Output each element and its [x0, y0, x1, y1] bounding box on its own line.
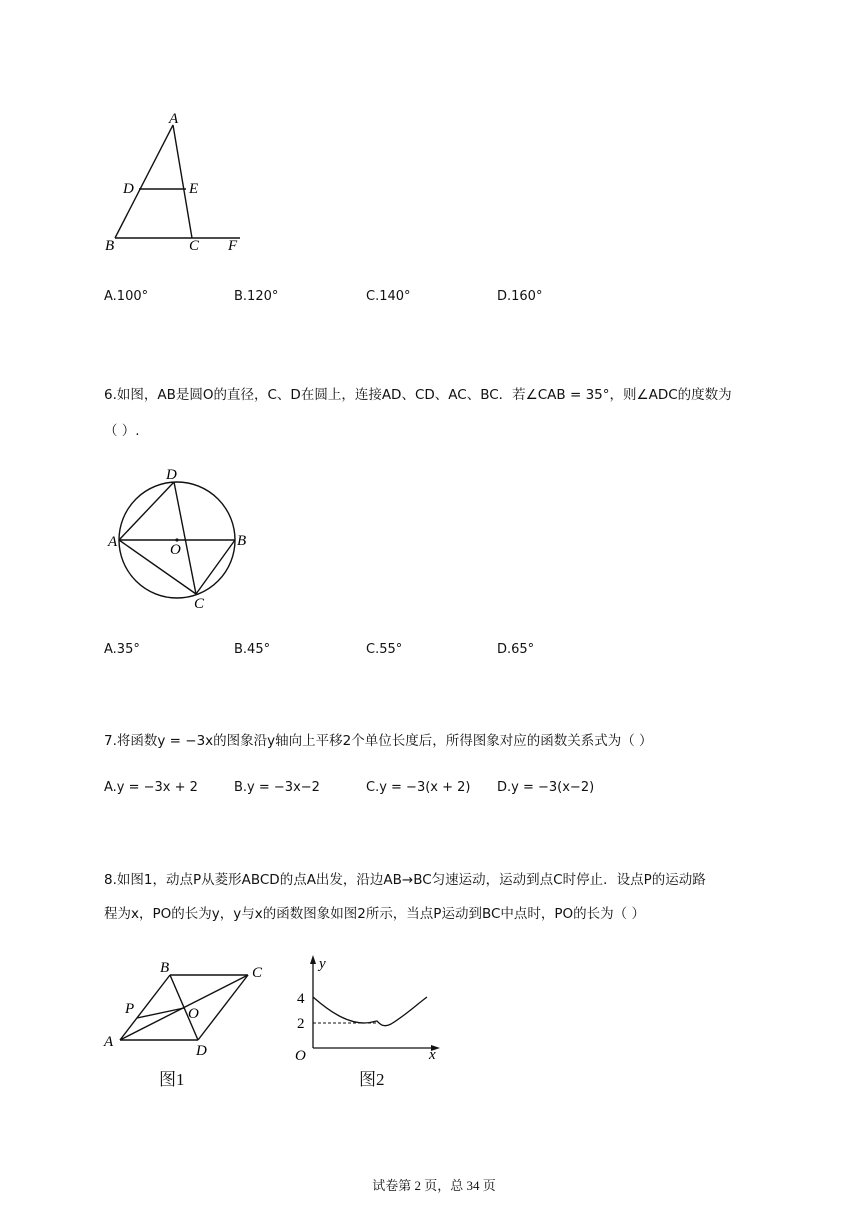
- label-O: O: [188, 1006, 199, 1022]
- label-D: D: [196, 1043, 207, 1055]
- q7-option-c[interactable]: C.y = −3(x + 2): [366, 780, 471, 795]
- label-B: B: [105, 238, 115, 254]
- rhombus-figure-q8: [98, 955, 278, 1055]
- q6-stem-line2: （ ）.: [104, 423, 140, 439]
- q6-option-c[interactable]: C.55°: [366, 642, 403, 657]
- label-O: O: [170, 542, 181, 558]
- axis-label-y: y: [319, 956, 326, 972]
- tick-label-4: 4: [297, 991, 305, 1007]
- circle-figure-q6: [100, 460, 260, 615]
- label-P: P: [125, 1001, 135, 1017]
- label-B: B: [237, 533, 247, 549]
- q8-stem-line1: 8.如图1，动点P从菱形ABCD的点A出发，沿边AB→BC匀速运动，运动到点C时停止．设点P的运动路: [104, 872, 706, 888]
- q6-stem-line1: 6.如图，AB是圆O的直径，C、D在圆上，连接AD、CD、AC、BC．若∠CAB = 35°，则∠ADC的度数为: [104, 387, 732, 403]
- q6-option-d[interactable]: D.65°: [497, 642, 535, 657]
- q6-option-a[interactable]: A.35°: [104, 642, 140, 657]
- label-A: A: [169, 111, 179, 127]
- origin-label: O: [295, 1048, 306, 1064]
- label-C: C: [194, 596, 205, 612]
- q5-option-c[interactable]: C.140°: [366, 289, 411, 304]
- q5-option-a[interactable]: A.100°: [104, 289, 149, 304]
- label-A: A: [108, 534, 118, 550]
- q7-option-b[interactable]: B.y = −3x−2: [234, 780, 320, 795]
- label-E: E: [189, 181, 199, 197]
- q7-option-a[interactable]: A.y = −3x + 2: [104, 780, 198, 795]
- q5-option-d[interactable]: D.160°: [497, 289, 543, 304]
- figure2-caption: 图2: [359, 1070, 385, 1089]
- q7-option-d[interactable]: D.y = −3(x−2): [497, 780, 595, 795]
- page-footer: 试卷第 2 页，总 34 页: [372, 1178, 496, 1193]
- q6-option-b[interactable]: B.45°: [234, 642, 271, 657]
- tick-label-2: 2: [297, 1016, 305, 1032]
- figure1-caption: 图1: [159, 1070, 185, 1089]
- q5-option-b[interactable]: B.120°: [234, 289, 279, 304]
- function-graph-q8: [285, 950, 450, 1065]
- label-B: B: [160, 960, 170, 976]
- label-D: D: [123, 181, 134, 197]
- label-F: F: [228, 238, 238, 254]
- label-C: C: [252, 965, 263, 981]
- label-C: C: [189, 238, 200, 254]
- q7-stem: 7.将函数y = −3x的图象沿y轴向上平移2个单位长度后，所得图象对应的函数关系式为（ ）: [104, 733, 653, 749]
- triangle-figure-q5: [95, 105, 255, 260]
- q8-stem-line2: 程为x，PO的长为y，y与x的函数图象如图2所示，当点P运动到BC中点时，PO的长为（ ）: [104, 906, 645, 922]
- label-D: D: [166, 467, 177, 483]
- axis-label-x: x: [429, 1047, 436, 1063]
- label-A: A: [104, 1034, 114, 1050]
